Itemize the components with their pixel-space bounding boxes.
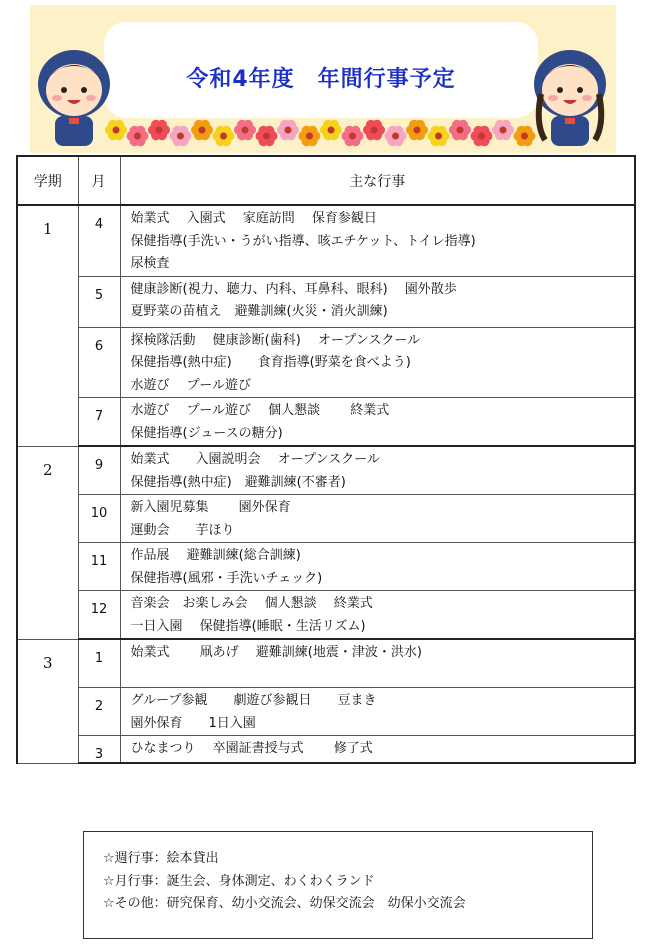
events-cell [120,543,635,591]
table-row [17,688,635,736]
table-row [17,591,635,640]
month-cell: 2 [78,688,120,736]
flower-icon [514,126,536,146]
column-header-term: 学期 [17,156,78,205]
month-cell: 4 [78,205,120,276]
month-cell: 1 [78,639,120,688]
events-cell [120,639,635,688]
events-cell [120,446,635,495]
table-row [17,276,635,327]
table-row [17,327,635,398]
table-row [17,495,635,543]
table-body [17,205,635,763]
event-line [131,665,635,688]
event-line: 尿検査 [130,256,170,271]
flower-icon [256,126,278,146]
flower-icon [492,120,514,140]
event-line: ひなまつり 卒園証書授与式 修了式 [130,741,373,756]
event-line: 保健指導(風邪・手洗いチェック) [130,570,323,586]
flower-icon [277,120,299,140]
events-cell [120,591,635,640]
event-line: 探検隊活動 健康診断(歯科) オープンスクール [130,332,421,348]
table-row [17,205,635,276]
events-cell [120,688,635,736]
note-monthly: ☆月行事：誕生会、身体測定、わくわくランド [103,873,375,889]
event-line: 始業式 凧あげ 避難訓練(地震・津波・洪水) [130,645,422,660]
flower-icon [191,120,213,140]
column-header-events: 主な行事 [120,156,635,205]
note-weekly: ☆週行事：絵本貸出 [103,851,219,866]
events-cell [120,327,635,398]
column-header-month: 月 [78,156,120,205]
event-line: 新入園児募集 園外保育 [130,500,291,515]
note-other: ☆その他：研究保育、幼小交流会、幼保交流会 幼保小交流会 [103,896,466,911]
event-line: 保健指導(手洗い・うがい指導、咳エチケット、トイレ指導) [130,233,476,249]
events-cell [120,398,635,447]
event-line: 保健指導(ジュースの糖分) [130,425,283,441]
flower-icon [213,126,235,146]
event-line: 健康診断(視力、聴力、内科、耳鼻科、眼科) 園外散歩 [130,281,457,297]
month-cell: 12 [78,591,120,640]
flower-icon [299,126,321,146]
flower-icon [385,126,407,146]
notes-box [83,831,593,939]
table-header-row [17,156,635,205]
event-line: 園外保育 1日入園 [130,715,256,731]
flower-icon [363,120,385,140]
events-cell [120,205,635,276]
flower-icon [234,120,256,140]
event-line: 保健指導(熱中症) 食育指導(野菜を食べよう) [130,355,411,370]
flower-icon [320,120,342,140]
event-line: 水遊び プール遊び 個人懇談 終業式 [130,403,390,418]
flower-border [104,112,538,152]
table-row [17,446,635,495]
child-illustration-right [527,44,613,148]
table-row [17,543,635,591]
month-cell: 9 [78,446,120,495]
event-line: 保健指導(熱中症) 避難訓練(不審者) [130,474,346,490]
annual-events-table [16,155,636,764]
event-line: 運動会 芋ほり [130,522,235,538]
term-cell: 2 [17,446,78,639]
events-cell [120,736,635,764]
event-line: 一日入園 保健指導(睡眠・生活リズム) [130,618,366,634]
flower-icon [471,126,493,146]
event-line: 始業式 入園式 家庭訪問 保育参観日 [130,211,377,226]
flower-icon [127,126,149,146]
month-cell: 5 [78,276,120,327]
table-row [17,736,635,764]
event-line: 始業式 入園説明会 オープンスクール [130,452,380,467]
flower-icon [428,126,450,146]
flower-icon [406,120,428,140]
event-line: 夏野菜の苗植え 避難訓練(火災・消火訓練) [130,304,388,319]
flower-icon [148,120,170,140]
event-line: 音楽会 お楽しみ会 個人懇談 終業式 [130,596,373,611]
month-cell: 6 [78,327,120,398]
events-cell [120,495,635,543]
month-cell: 11 [78,543,120,591]
table-row [17,639,635,688]
term-cell: 3 [17,639,78,763]
page-title: 令和4年度 年間行事予定 [186,67,456,92]
event-line: 水遊び プール遊び [130,377,251,393]
month-cell: 7 [78,398,120,447]
flower-icon [342,126,364,146]
flower-icon [105,120,127,140]
flower-icon [449,120,471,140]
month-cell: 10 [78,495,120,543]
month-cell: 3 [78,736,120,764]
events-cell [120,276,635,327]
term-cell: 1 [17,205,78,446]
event-line: グループ参観 劇遊び参観日 豆まき [130,693,377,708]
table-row [17,398,635,447]
flower-icon [170,126,192,146]
event-line: 作品展 避難訓練(総合訓練) [130,548,301,563]
